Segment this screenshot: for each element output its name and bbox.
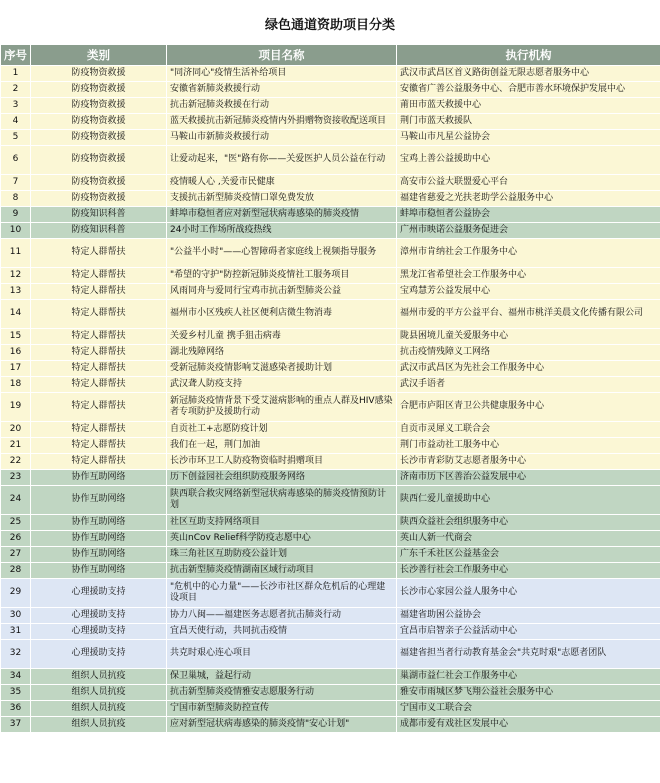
cell-org: 长沙市心家园公益人服务中心 (397, 579, 660, 608)
cell-project: 蚌埠市稳恒者应对新型冠状病毒感染的肺炎疫情 (167, 207, 397, 223)
cell-project: 安徽省新肺炎救援行动 (167, 82, 397, 98)
table-row (1, 717, 660, 733)
cell-org: 广东千禾社区公益基金会 (397, 547, 660, 563)
cell-category: 协作互助网络 (31, 515, 167, 531)
cell-no: 1 (1, 66, 31, 82)
cell-project: 24小时工作场所战疫热线 (167, 223, 397, 239)
cell-no: 36 (1, 701, 31, 717)
cell-project: 抗击新型肺炎疫情雅安志愿服务行动 (167, 685, 397, 701)
cell-org: 巢湖市益仁社会工作服务中心 (397, 669, 660, 685)
cell-org: 济南市历下区善治公益发展中心 (397, 470, 660, 486)
table-row (1, 329, 660, 345)
cell-org: 福建省慈爱之光扶老助学公益服务中心 (397, 191, 660, 207)
cell-no: 26 (1, 531, 31, 547)
page-title: 绿色通道资助项目分类 (264, 18, 395, 33)
cell-org: 广州市映诺公益服务促进会 (397, 223, 660, 239)
cell-org: 荆门市益动社工服务中心 (397, 438, 660, 454)
cell-no: 22 (1, 454, 31, 470)
table-row (1, 130, 660, 146)
cell-project: "希望的守护"防控新冠肺炎疫情社工服务项目 (167, 268, 397, 284)
cell-category: 防疫物资救援 (31, 191, 167, 207)
cell-project: 抗击新型肺炎疫情湖南区域行动项目 (167, 563, 397, 579)
cell-project: 受新冠肺炎疫情影响艾滋感染者援助计划 (167, 361, 397, 377)
table-row (1, 531, 660, 547)
cell-category: 心理援助支持 (31, 640, 167, 669)
cell-category: 特定人群帮扶 (31, 345, 167, 361)
table-row (1, 191, 660, 207)
cell-project: 宁国市新型肺炎防控宣传 (167, 701, 397, 717)
cell-no: 12 (1, 268, 31, 284)
table-row (1, 239, 660, 268)
cell-no: 23 (1, 470, 31, 486)
cell-category: 特定人群帮扶 (31, 239, 167, 268)
cell-project: 关爱乡村儿童 携手狙击病毒 (167, 329, 397, 345)
cell-no: 31 (1, 624, 31, 640)
cell-org: 抗击疫情残障义工网络 (397, 345, 660, 361)
table-row (1, 175, 660, 191)
cell-no: 7 (1, 175, 31, 191)
cell-no: 34 (1, 669, 31, 685)
cell-category: 心理援助支持 (31, 624, 167, 640)
table-row (1, 579, 660, 608)
cell-category: 特定人群帮扶 (31, 361, 167, 377)
cell-org: 武汉市武昌区首义路街创益无限志愿者服务中心 (397, 66, 660, 82)
table-row (1, 345, 660, 361)
cell-no: 10 (1, 223, 31, 239)
table-row (1, 422, 660, 438)
cell-org: 蚌埠市稳恒者公益协会 (397, 207, 660, 223)
table-row (1, 207, 660, 223)
table-row (1, 66, 660, 82)
cell-org: 宜昌市启智亲子公益活动中心 (397, 624, 660, 640)
cell-org: 陇县困境儿童关爱服务中心 (397, 329, 660, 345)
cell-project: 陕西联合救灾网络新型冠状病毒感染的肺炎疫情预防计划 (167, 486, 397, 515)
cell-project: 福州市小区残疾人社区便利店微生物消毒 (167, 300, 397, 329)
cell-category: 特定人群帮扶 (31, 393, 167, 422)
cell-no: 9 (1, 207, 31, 223)
cell-project: 长沙市环卫工人防疫物资临时捐赠项目 (167, 454, 397, 470)
cell-category: 组织人员抗疫 (31, 701, 167, 717)
cell-no: 3 (1, 98, 31, 114)
cell-category: 防疫物资救援 (31, 130, 167, 146)
cell-project: 抗击新冠肺炎救援在行动 (167, 98, 397, 114)
cell-category: 心理援助支持 (31, 579, 167, 608)
cell-no: 13 (1, 284, 31, 300)
cell-category: 防疫物资救援 (31, 66, 167, 82)
cell-project: 新冠肺炎疫情背景下受艾滋病影响的重点人群及HIV感染者专项防护及援助行动 (167, 393, 397, 422)
cell-no: 16 (1, 345, 31, 361)
cell-org: 合肥市庐阳区青卫公共健康服务中心 (397, 393, 660, 422)
cell-org: 雅安市雨城区梦飞翔公益社会服务中心 (397, 685, 660, 701)
cell-no: 28 (1, 563, 31, 579)
cell-category: 特定人群帮扶 (31, 268, 167, 284)
cell-category: 协作互助网络 (31, 531, 167, 547)
table-row (1, 547, 660, 563)
table-row (1, 114, 660, 130)
cell-project: 湖北残障网络 (167, 345, 397, 361)
cell-project: 保卫巢城，益起行动 (167, 669, 397, 685)
cell-no: 11 (1, 239, 31, 268)
table-row (1, 393, 660, 422)
cell-project: 英山nCov Relief科学防疫志愿中心 (167, 531, 397, 547)
cell-no: 32 (1, 640, 31, 669)
table-row (1, 268, 660, 284)
cell-org: 陕西众益社会组织服务中心 (397, 515, 660, 531)
table-row (1, 470, 660, 486)
cell-category: 防疫知识科普 (31, 207, 167, 223)
cell-org: 安徽省广善公益服务中心、合肥市善水环境保护发展中心 (397, 82, 660, 98)
table-row (1, 486, 660, 515)
cell-project: 马鞍山市新肺炎救援行动 (167, 130, 397, 146)
cell-category: 组织人员抗疫 (31, 717, 167, 733)
cell-no: 35 (1, 685, 31, 701)
cell-org: 福州市爱的平方公益平台、福州市桃洋美晨文化传播有限公司 (397, 300, 660, 329)
cell-org: 宝鸡上善公益援助中心 (397, 146, 660, 175)
cell-category: 特定人群帮扶 (31, 300, 167, 329)
cell-category: 防疫物资救援 (31, 82, 167, 98)
cell-project: 社区互助支持网络项目 (167, 515, 397, 531)
cell-no: 18 (1, 377, 31, 393)
cell-category: 特定人群帮扶 (31, 377, 167, 393)
cell-no: 29 (1, 579, 31, 608)
cell-no: 15 (1, 329, 31, 345)
cell-org: 武汉手语者 (397, 377, 660, 393)
cell-project: 应对新型冠状病毒感染的肺炎疫情"安心计划" (167, 717, 397, 733)
cell-project: 支援抗击新型肺炎疫情口罩免费发放 (167, 191, 397, 207)
table-row (1, 377, 660, 393)
cell-org: 高安市公益大联盟爱心平台 (397, 175, 660, 191)
cell-category: 特定人群帮扶 (31, 438, 167, 454)
cell-org: 漳州市肯纳社会工作服务中心 (397, 239, 660, 268)
cell-category: 心理援助支持 (31, 608, 167, 624)
table-header-row (1, 45, 660, 66)
cell-org: 武汉市武昌区为先社会工作服务中心 (397, 361, 660, 377)
cell-org: 黑龙江省希望社会工作服务中心 (397, 268, 660, 284)
cell-org: 莆田市蓝天救援中心 (397, 98, 660, 114)
table-row (1, 701, 660, 717)
cell-org: 福建省助困公益协会 (397, 608, 660, 624)
cell-project: 让爱动起来，"医"路有你——关爱医护人员公益在行动 (167, 146, 397, 175)
cell-project: 我们在一起，荆门加油 (167, 438, 397, 454)
cell-no: 2 (1, 82, 31, 98)
table-row (1, 300, 660, 329)
cell-no: 30 (1, 608, 31, 624)
cell-no: 21 (1, 438, 31, 454)
table-row (1, 223, 660, 239)
cell-no: 37 (1, 717, 31, 733)
cell-project: 历下创益园社会组织防疫服务网络 (167, 470, 397, 486)
cell-no: 17 (1, 361, 31, 377)
cell-org: 马鞍山市凡星公益协会 (397, 130, 660, 146)
cell-project: 共克时艰心连心项目 (167, 640, 397, 669)
cell-project: "危机中的心力量"——长沙市社区群众危机后的心理建设项目 (167, 579, 397, 608)
cell-org: 成都市爱有戏社区发展中心 (397, 717, 660, 733)
cell-org: 长沙善行社会工作服务中心 (397, 563, 660, 579)
cell-project: 疫情暖人心 ,关爱市民健康 (167, 175, 397, 191)
table-row (1, 98, 660, 114)
cell-org: 陕西仁爱儿童援助中心 (397, 486, 660, 515)
cell-project: 自贡社工+志愿防疫计划 (167, 422, 397, 438)
cell-project: "同济同心"疫情生活补给项目 (167, 66, 397, 82)
column-header-org: 执行机构 (397, 45, 660, 66)
cell-category: 防疫物资救援 (31, 114, 167, 130)
cell-no: 19 (1, 393, 31, 422)
cell-org: 荆门市蓝天救援队 (397, 114, 660, 130)
cell-project: 协力八闽——福建医务志愿者抗击肺炎行动 (167, 608, 397, 624)
cell-category: 协作互助网络 (31, 470, 167, 486)
cell-no: 25 (1, 515, 31, 531)
cell-category: 组织人员抗疫 (31, 669, 167, 685)
table-row (1, 685, 660, 701)
cell-project: 蓝天救援抗击新冠肺炎疫情内外捐赠物资接收配送项目 (167, 114, 397, 130)
cell-org: 宁国市义工联合会 (397, 701, 660, 717)
cell-no: 27 (1, 547, 31, 563)
table-row (1, 454, 660, 470)
cell-category: 防疫知识科普 (31, 223, 167, 239)
table-row (1, 669, 660, 685)
table-row (1, 515, 660, 531)
cell-org: 福建省担当者行动教育基金会"共克时艰"志愿者团队 (397, 640, 660, 669)
table-row (1, 284, 660, 300)
table-row (1, 82, 660, 98)
cell-category: 特定人群帮扶 (31, 422, 167, 438)
cell-org: 自贡市灵犀义工联合会 (397, 422, 660, 438)
cell-category: 特定人群帮扶 (31, 454, 167, 470)
cell-category: 防疫物资救援 (31, 175, 167, 191)
cell-no: 20 (1, 422, 31, 438)
cell-project: "公益半小时"——心智障碍者家庭线上视频指导服务 (167, 239, 397, 268)
project-table (0, 44, 660, 733)
column-header-no: 序号 (1, 45, 31, 66)
cell-org: 英山人新一代商会 (397, 531, 660, 547)
table-row (1, 146, 660, 175)
table-row (1, 361, 660, 377)
cell-project: 武汉聋人防疫支持 (167, 377, 397, 393)
cell-no: 5 (1, 130, 31, 146)
cell-project: 风雨同舟与爱同行宝鸡市抗击新型肺炎公益 (167, 284, 397, 300)
cell-category: 协作互助网络 (31, 563, 167, 579)
cell-category: 协作互助网络 (31, 486, 167, 515)
cell-category: 特定人群帮扶 (31, 284, 167, 300)
cell-no: 8 (1, 191, 31, 207)
column-header-category: 类别 (31, 45, 167, 66)
column-header-project: 项目名称 (167, 45, 397, 66)
cell-category: 防疫物资救援 (31, 146, 167, 175)
cell-project: 宜昌天使行动，共同抗击疫情 (167, 624, 397, 640)
cell-category: 组织人员抗疫 (31, 685, 167, 701)
cell-project: 珠三角社区互助防疫公益计划 (167, 547, 397, 563)
cell-category: 防疫物资救援 (31, 98, 167, 114)
cell-no: 4 (1, 114, 31, 130)
table-row (1, 624, 660, 640)
cell-no: 14 (1, 300, 31, 329)
table-row (1, 438, 660, 454)
cell-category: 协作互助网络 (31, 547, 167, 563)
table-row (1, 563, 660, 579)
table-row (1, 608, 660, 624)
cell-category: 特定人群帮扶 (31, 329, 167, 345)
cell-no: 6 (1, 146, 31, 175)
cell-org: 宝鸡慧芳公益发展中心 (397, 284, 660, 300)
cell-org: 长沙市青彩防艾志愿者服务中心 (397, 454, 660, 470)
cell-no: 24 (1, 486, 31, 515)
table-row (1, 640, 660, 669)
